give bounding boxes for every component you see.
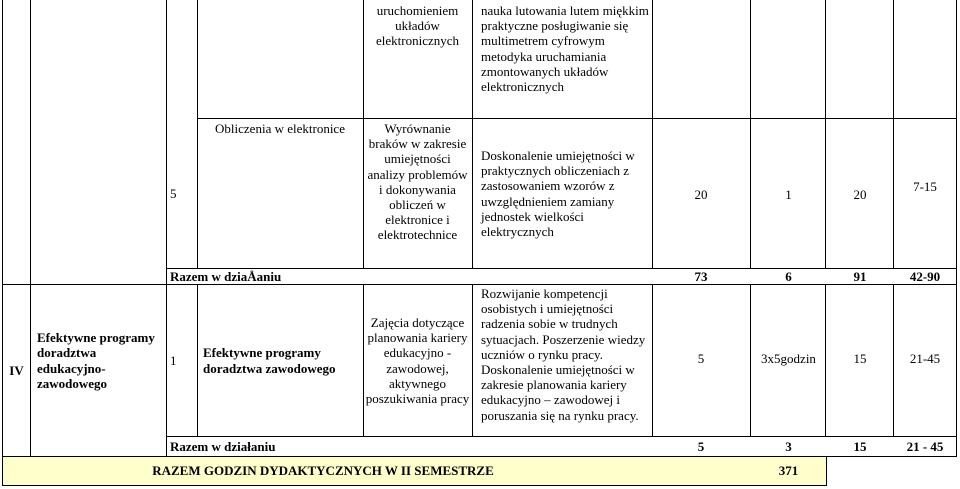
sum1-hours-3: 91 xyxy=(853,268,867,284)
col-border-8-top xyxy=(825,0,826,269)
row1-hours-3: 15 xyxy=(853,351,867,367)
col-border-5-mid xyxy=(472,284,473,437)
row5-content-text: Doskonalenie umiejętności w praktycznych obliczeniach z zastosowaniem wzorów z uwzględnieniem zamiany jednostek wielkości elektrycznych xyxy=(481,147,635,239)
col-border-7-top xyxy=(750,0,751,269)
sum2-hours-2: 3 xyxy=(785,438,792,454)
row5-content xyxy=(481,119,651,268)
sum2-label: Razem w działaniu xyxy=(170,438,276,454)
sum1-hours-1: 73 xyxy=(694,268,708,284)
top-row-skills: uruchomieniem układów elektronicznych xyxy=(375,3,459,49)
col-border-2 xyxy=(166,0,167,457)
row1-name-text: Efektywne programy doradztwa zawodowego xyxy=(203,345,336,376)
col-border-9-top xyxy=(893,0,894,269)
row1-name xyxy=(203,285,361,436)
section-title xyxy=(37,285,165,436)
row5-hours-2: 1 xyxy=(785,187,792,203)
total-label: RAZEM GODZIN DYDAKTYCZNYCH W II SEMESTRZE xyxy=(152,463,494,479)
row1-skills xyxy=(365,285,470,436)
row1-weeks: 21-45 xyxy=(909,351,941,367)
col-border-5-top xyxy=(472,0,473,269)
col-border-6-top xyxy=(652,0,653,269)
sum1-label: Razem w dziaÅaniu xyxy=(170,268,282,284)
row5-skills: Wyrównanie braków w zakresie umiejętności analizy problemów i dokonywania obliczeń w elektronice i elektrotechnice xyxy=(367,121,468,243)
row5-hours-3: 20 xyxy=(853,187,867,203)
section-title-text: Efektywne programy doradztwa edukacyjno-zawodowego xyxy=(37,330,155,391)
row1-number: 1 xyxy=(170,352,177,368)
col-border-8-total xyxy=(826,456,827,486)
section-roman: IV xyxy=(9,362,24,378)
row5-name: Obliczenia w elektronice xyxy=(215,121,345,136)
top-row-content: nauka lutowania lutem miękkim praktyczne posługiwanie się multimetrem cyfrowym metodyka uruchamiania zmontowanych układów elektronicznych xyxy=(481,3,649,95)
col-border-4-mid xyxy=(363,284,364,437)
row5-weeks: 7-15 xyxy=(913,179,937,195)
col-border-3-mid xyxy=(197,284,198,437)
sum2-hours-3: 15 xyxy=(853,438,867,454)
row-border-total-bottom xyxy=(2,485,827,486)
row1-skills-text: Zajęcia dotyczące planowania kariery edukacyjno - zawodowej, aktywnego poszukiwania pracy xyxy=(365,314,470,406)
col-border-1 xyxy=(30,0,31,457)
total-value: 371 xyxy=(778,463,799,479)
row5-hours-1: 20 xyxy=(694,187,708,203)
sum2-hours-1: 5 xyxy=(697,438,705,454)
row1-content: Rozwijanie kompetencji osobistych i umiejętności radzenia sobie w trudnych sytuacjach. Poszerzenie wiedzy uczniów o rynku pracy. Doskonalenie umiejętności w zakresie planowania kariery edukacyjno – zawodowej i poruszania się na rynku pracy. xyxy=(481,286,646,423)
row1-hours-2: 3x5godzin xyxy=(761,351,816,367)
col-border-10 xyxy=(956,0,957,457)
sum1-hours-2: 6 xyxy=(785,268,792,284)
col-border-4-top xyxy=(363,0,364,269)
row5-number: 5 xyxy=(170,185,177,201)
sum2-weeks: 21 - 45 xyxy=(906,438,944,454)
row1-hours-1: 5 xyxy=(697,351,705,367)
sum1-weeks: 42-90 xyxy=(909,268,941,284)
